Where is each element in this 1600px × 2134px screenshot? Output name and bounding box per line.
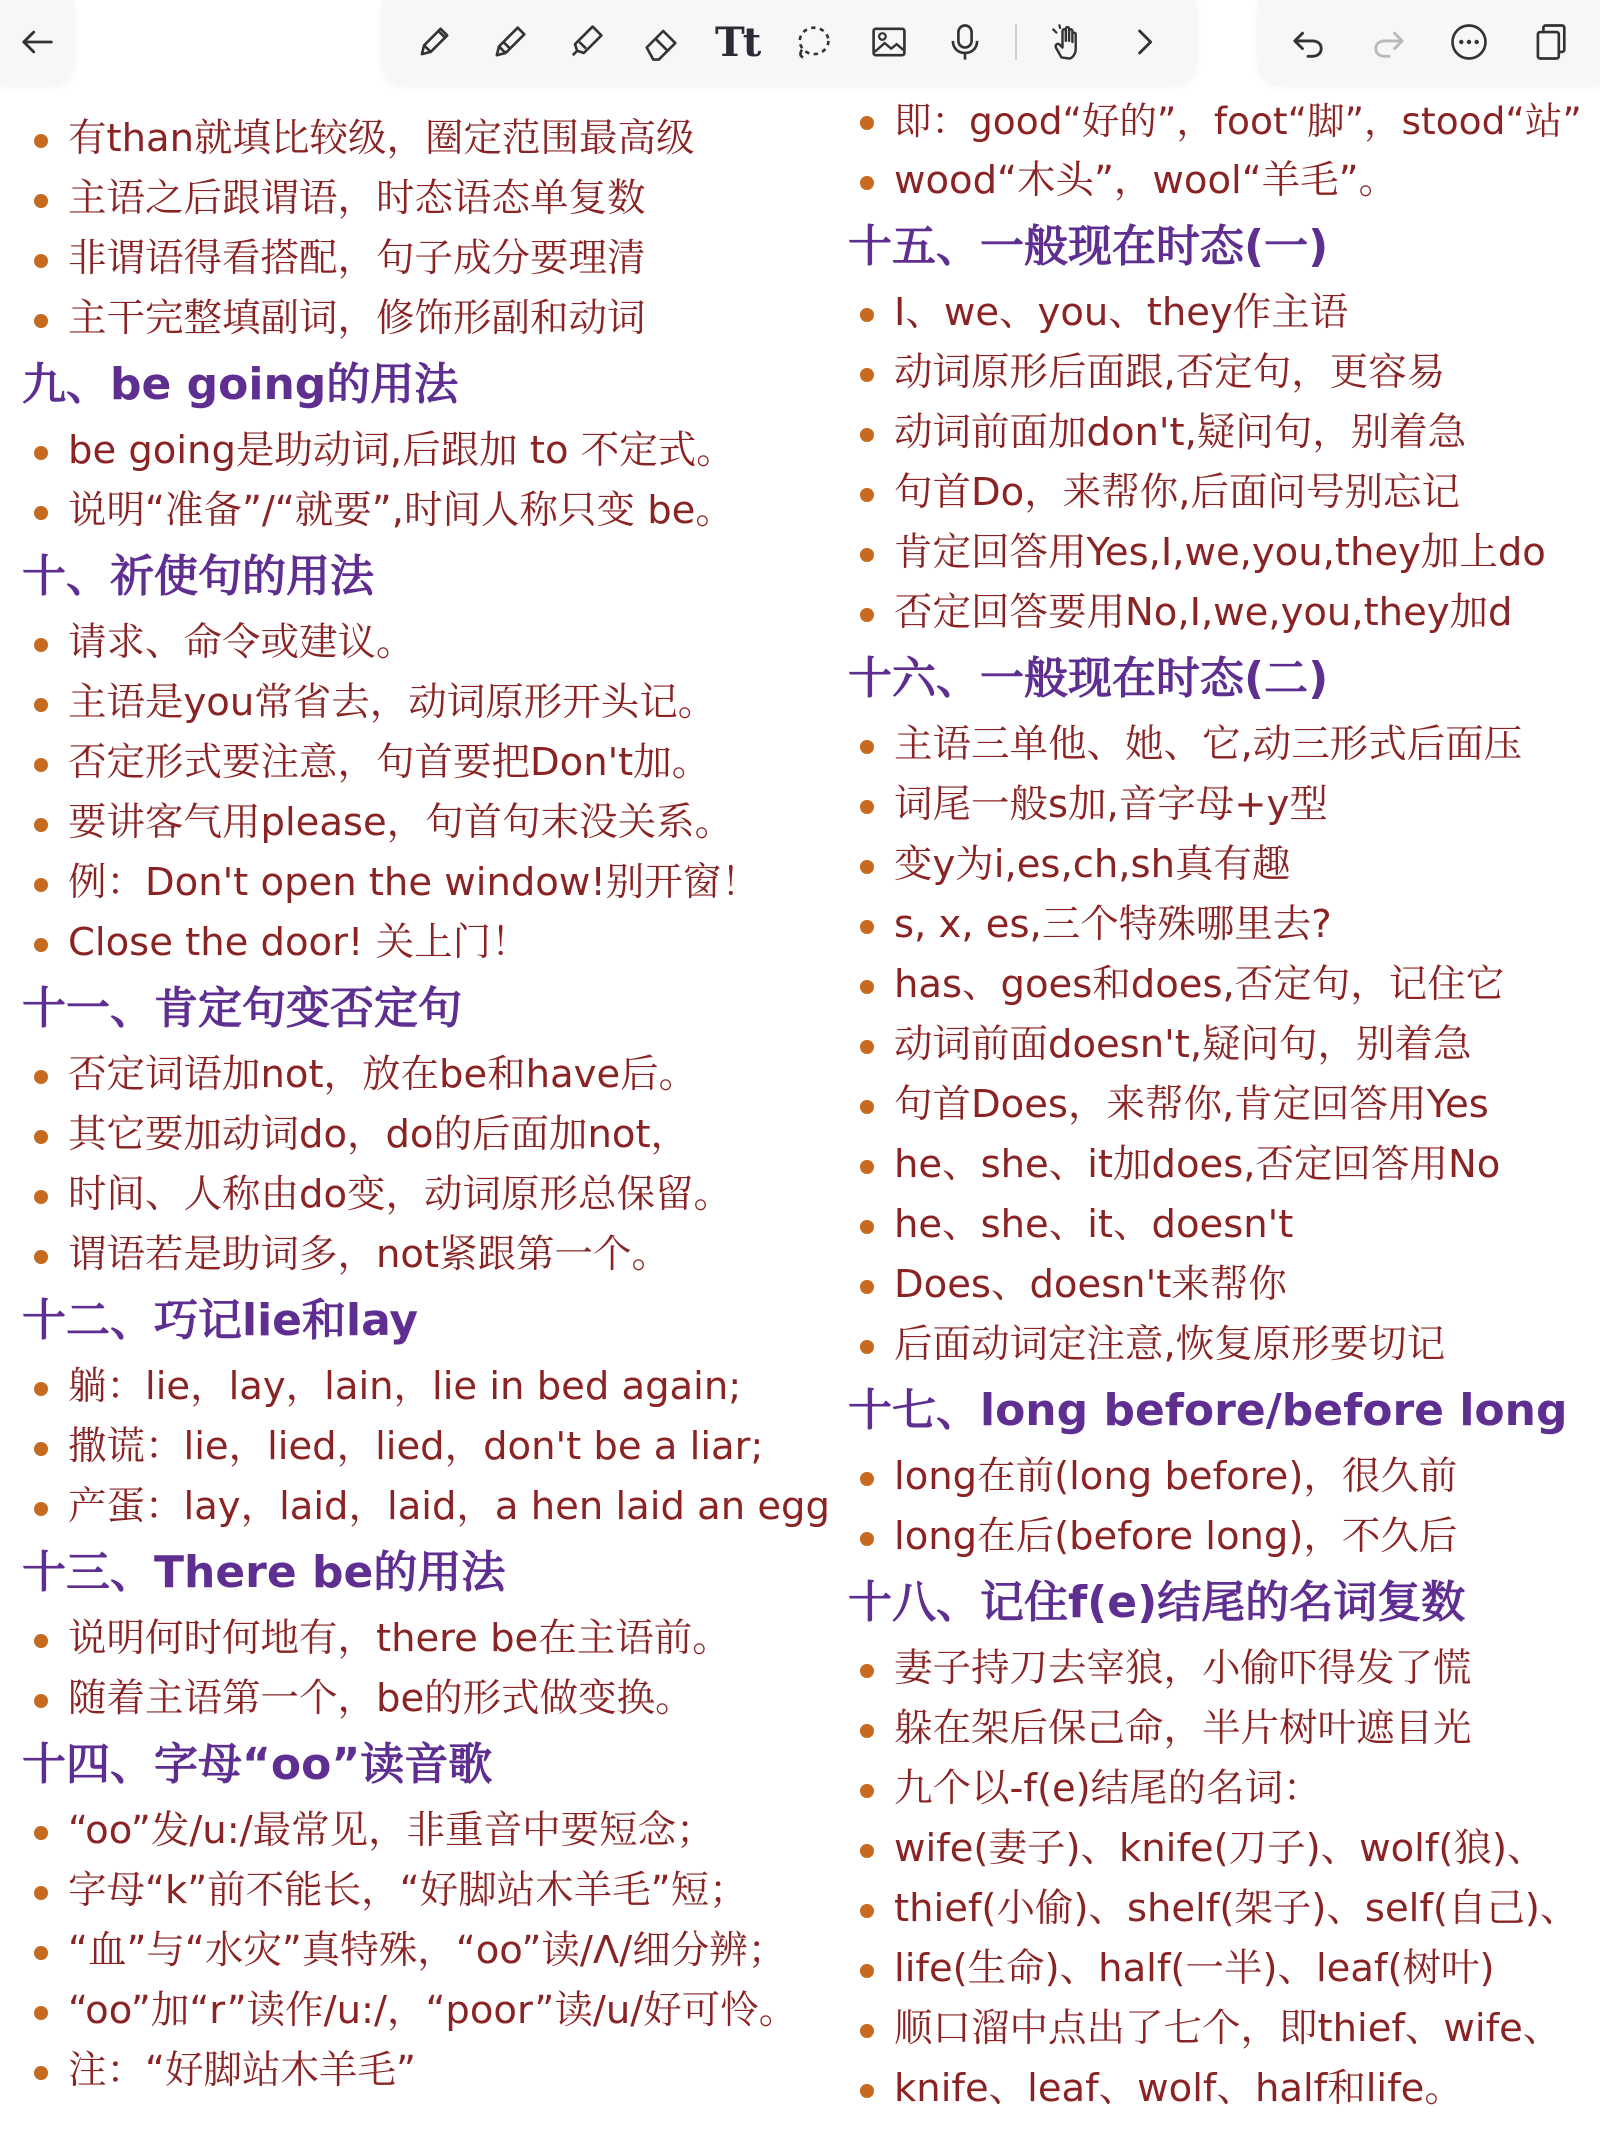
microphone-icon[interactable] xyxy=(940,17,990,67)
bullet-item: Does、doesn't来帮你 xyxy=(848,1260,1287,1310)
toolbar-left xyxy=(0,0,74,84)
redo-icon[interactable] xyxy=(1364,17,1414,67)
bullet-item: s, x, es,三个特殊哪里去? xyxy=(848,900,1332,950)
section-heading: 十三、There be的用法 xyxy=(22,1547,506,1598)
bullet-item: wife(妻子)、knife(刀子)、wolf(狼)、 xyxy=(848,1824,1545,1874)
section-heading: 十一、肯定句变否定句 xyxy=(22,983,462,1034)
bullet-item: “oo”发/u:/最常见，非重音中要短念； xyxy=(22,1806,715,1856)
bullet-item: 请求、命令或建议。 xyxy=(22,618,415,668)
back-arrow-icon[interactable] xyxy=(12,17,62,67)
section-heading: 十八、记住f(e)结尾的名词复数 xyxy=(848,1577,1466,1628)
bullet-item: Close the door! 关上门！ xyxy=(22,918,530,968)
bullet-item: thief(小偷)、shelf(架子)、self(自己)、 xyxy=(848,1884,1578,1934)
undo-icon[interactable] xyxy=(1283,17,1333,67)
bullet-item: has、goes和does,否定句，记住它 xyxy=(848,960,1504,1010)
bullet-item: 产蛋：lay，laid，laid，a hen laid an egg xyxy=(22,1482,830,1532)
bullet-item: 妻子持刀去宰狼，小偷吓得发了慌 xyxy=(848,1644,1472,1694)
bullet-item: I、we、you、they作主语 xyxy=(848,288,1348,338)
copy-pages-icon[interactable] xyxy=(1525,17,1575,67)
bullet-item: “oo”加“r”读作/u:/，“poor”读/u/好可怜。 xyxy=(22,1986,797,2036)
bullet-item: 撒谎：lie，lied，lied，don't be a liar; xyxy=(22,1422,763,1472)
bullet-item: “血”与“水灾”真特殊，“oo”读/Λ/细分辨； xyxy=(22,1926,786,1976)
bullet-item: 时间、人称由do变，动词原形总保留。 xyxy=(22,1170,732,1220)
tool-palette xyxy=(382,0,1196,84)
image-icon[interactable] xyxy=(864,17,914,67)
bullet-item: be going是助动词,后跟加 to 不定式。 xyxy=(22,426,735,476)
section-heading: 九、be going的用法 xyxy=(22,359,459,410)
bullet-item: 其它要加动词do，do的后面加not， xyxy=(22,1110,689,1160)
pencil-icon[interactable] xyxy=(485,17,535,67)
bullet-item: 字母“k”前不能长，“好脚站木羊毛”短； xyxy=(22,1866,748,1916)
chevron-right-icon[interactable] xyxy=(1119,17,1169,67)
bullet-item: 动词前面doesn't,疑问句，别着急 xyxy=(848,1020,1472,1070)
bullet-item: 词尾一般s加,音字母+y型 xyxy=(848,780,1328,830)
section-heading: 十四、字母“oo”读音歌 xyxy=(22,1739,493,1790)
bullet-item: 顺口溜中点出了七个，即thief、wife、 xyxy=(848,2004,1561,2054)
bullet-item: 后面动词定注意,恢复原形要切记 xyxy=(848,1320,1445,1370)
bullet-item: 随着主语第一个，be的形式做变换。 xyxy=(22,1674,694,1724)
section-heading: 十七、long before/before long xyxy=(848,1385,1568,1436)
highlighter-icon[interactable] xyxy=(561,17,611,67)
bullet-item: knife、leaf、wolf、half和life。 xyxy=(848,2064,1463,2114)
bullet-item: 有than就填比较级，圈定范围最高级 xyxy=(22,114,695,164)
bullet-item: 变y为i,es,ch,sh真有趣 xyxy=(848,840,1290,890)
more-icon[interactable] xyxy=(1444,17,1494,67)
bullet-item: 即：good“好的”，foot“脚”，stood“站” xyxy=(848,96,1582,146)
section-heading: 十、祈使句的用法 xyxy=(22,551,374,602)
bullet-item: 谓语若是助词多，not紧跟第一个。 xyxy=(22,1230,670,1280)
section-heading: 十六、一般现在时态(二) xyxy=(848,653,1329,704)
bullet-item: 动词前面加don't,疑问句，别着急 xyxy=(848,408,1466,458)
bullet-item: 要讲客气用please，句首句末没关系。 xyxy=(22,798,733,848)
bullet-item: 句首Do，来帮你,后面问号别忘记 xyxy=(848,468,1460,518)
bullet-item: 主语是you常省去，动词原形开头记。 xyxy=(22,678,716,728)
bullet-item: 否定回答要用No,I,we,you,they加d xyxy=(848,588,1512,638)
bullet-item: long在后(before long)，不久后 xyxy=(848,1512,1457,1562)
pen-icon[interactable] xyxy=(409,17,459,67)
bullet-item: 动词原形后面跟,否定句，更容易 xyxy=(848,348,1445,398)
bullet-item: 说明何时何地有，there be在主语前。 xyxy=(22,1614,731,1664)
toolbar-divider xyxy=(1015,24,1017,60)
bullet-item: 肯定回答用Yes,I,we,you,they加上do xyxy=(848,528,1546,578)
hand-touch-icon[interactable] xyxy=(1043,17,1093,67)
text-tool-icon[interactable]: Tt xyxy=(715,18,760,66)
bullet-item: 主干完整填副词，修饰形副和动词 xyxy=(22,294,646,344)
toolbar-right xyxy=(1258,0,1600,84)
bullet-item: 非谓语得看搭配，句子成分要理清 xyxy=(22,234,646,284)
bullet-item: 否定形式要注意，句首要把Don't加。 xyxy=(22,738,710,788)
bullet-item: he、she、it、doesn't xyxy=(848,1200,1293,1250)
bullet-item: 躺：lie，lay，lain，lie in bed again; xyxy=(22,1362,741,1412)
bullet-item: 注：“好脚站木羊毛” xyxy=(22,2046,416,2096)
bullet-item: life(生命)、half(一半)、leaf(树叶) xyxy=(848,1944,1495,1994)
section-heading: 十五、一般现在时态(一) xyxy=(848,221,1329,272)
bullet-item: 说明“准备”/“就要”,时间人称只变 be。 xyxy=(22,486,734,536)
eraser-icon[interactable] xyxy=(636,17,686,67)
bullet-item: 九个以-f(e)结尾的名词： xyxy=(848,1764,1322,1814)
bullet-item: 例：Don't open the window!别开窗！ xyxy=(22,858,760,908)
bullet-item: 主语三单他、她、它,动三形式后面压 xyxy=(848,720,1522,770)
bullet-item: 句首Does，来帮你,肯定回答用Yes xyxy=(848,1080,1489,1130)
section-heading: 十二、巧记lie和lay xyxy=(22,1295,419,1346)
bullet-item: wood“木头”，wool“羊毛”。 xyxy=(848,156,1397,206)
bullet-item: 主语之后跟谓语，时态语态单复数 xyxy=(22,174,646,224)
bullet-item: 躲在架后保己命，半片树叶遮目光 xyxy=(848,1704,1472,1754)
lasso-icon[interactable] xyxy=(788,17,838,67)
bullet-item: long在前(long before)，很久前 xyxy=(848,1452,1457,1502)
bullet-item: he、she、it加does,否定回答用No xyxy=(848,1140,1500,1190)
bullet-item: 否定词语加not，放在be和have后。 xyxy=(22,1050,697,1100)
